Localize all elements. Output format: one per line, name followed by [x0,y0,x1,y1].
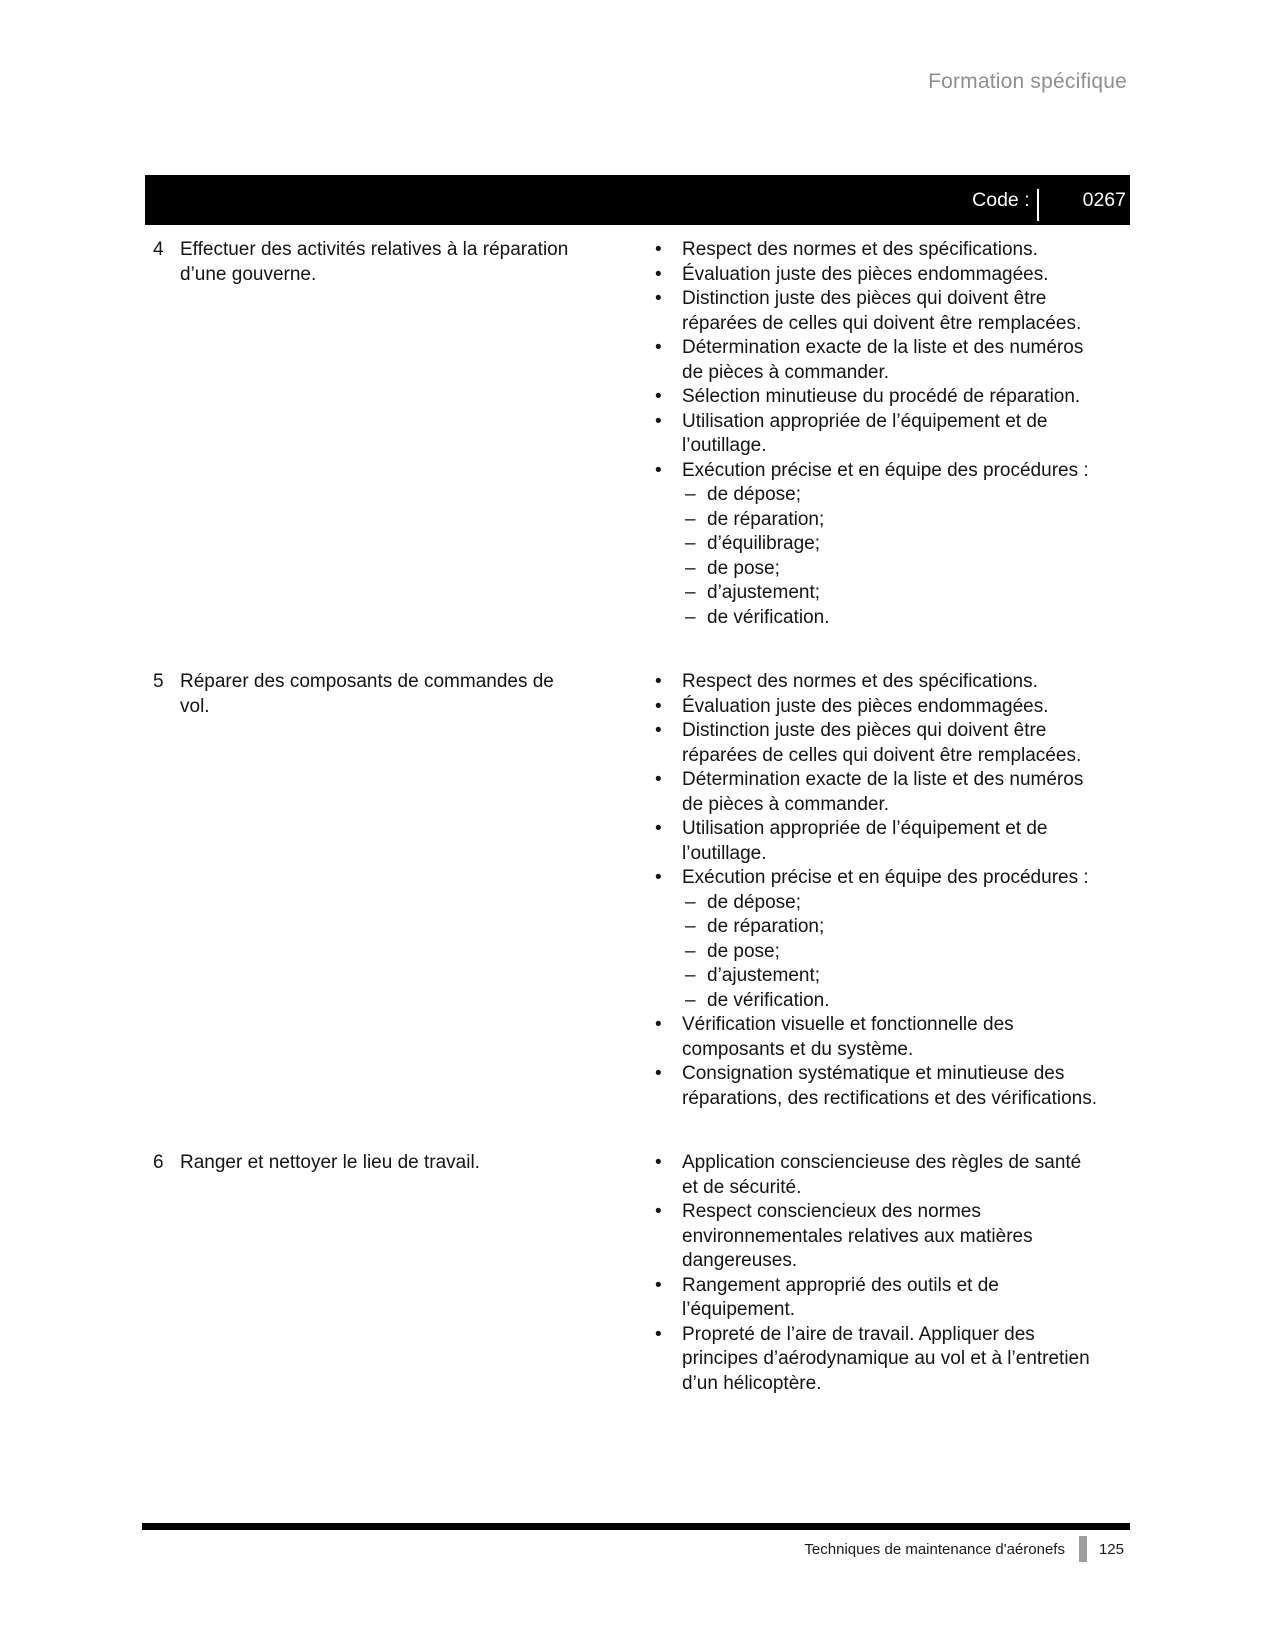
criterion-text: Application consciencieuse des règles de santé et de sécurité. [682,1152,1082,1198]
criteria-list [655,670,1102,1111]
code-label: Code : [972,188,1030,211]
criterion-text: Vérification visuelle et fonctionnelle des composants et du système. [682,1014,1014,1060]
criterion-item [655,1062,1102,1111]
objective-title: Effectuer des activités relatives à la réparation d’une gouverne. [180,239,569,285]
dash-icon: – [685,508,696,530]
criterion-text: Respect des normes et des spécifications. [682,239,1038,260]
criterion-text: Distinction juste des pièces qui doivent être réparées de celles qui doivent être remplacées. [682,720,1082,766]
criterion-item [655,866,1102,891]
criterion-text: Utilisation appropriée de l’équipement et de l’outillage. [682,818,1048,864]
criterion-text: Sélection minutieuse du procédé de réparation. [682,386,1081,407]
objective-title: Réparer des composants de commandes de vol. [180,671,554,717]
objective-number: 5 [153,671,164,692]
sub-criterion-text: d’ajustement; [707,965,821,986]
objective-row [145,1151,1130,1396]
sub-criterion-item [685,557,1102,582]
code-bar [145,175,1130,225]
page-footer [142,1523,1130,1562]
criterion-text: Consignation systématique et minutieuse des réparations, des rectifications et des vérifications. [682,1063,1098,1109]
bullet-icon: • [655,1152,662,1173]
sub-criterion-item [685,940,1102,965]
bullet-icon: • [655,769,662,790]
bullet-icon: • [655,1323,662,1345]
objective-title: Ranger et nettoyer le lieu de travail. [180,1152,480,1173]
objective-number: 4 [153,239,164,260]
sub-criterion-item [685,581,1102,606]
objective-left-column [145,670,655,1111]
criterion-item [655,1013,1102,1062]
running-header: Formation spécifique [928,70,1127,93]
sub-criterion-text: de vérification. [707,606,830,628]
criterion-item [655,263,1102,288]
sub-criterion-text: d’équilibrage; [707,533,821,554]
criterion-item [655,817,1102,866]
criterion-item [655,768,1102,817]
criterion-item [655,695,1102,720]
bullet-icon: • [655,1201,662,1222]
sub-criterion-text: de dépose; [707,484,802,505]
objective-row [145,238,1130,630]
criterion-text: Distinction juste des pièces qui doivent être réparées de celles qui doivent être remplacées. [682,288,1082,334]
criterion-item [655,1200,1102,1274]
bullet-icon: • [655,386,662,407]
criterion-item [655,1151,1102,1200]
bullet-icon: • [655,337,662,358]
criterion-text: Évaluation juste des pièces endommagées. [682,263,1049,285]
criterion-item [655,1323,1102,1397]
bullet-icon: • [655,720,662,741]
criterion-item [655,238,1102,263]
footer-title: Techniques de maintenance d'aéronefs [804,1540,1065,1558]
page-number: 125 [1098,1540,1124,1558]
dash-icon: – [685,582,696,603]
objective-left-column [145,238,655,630]
sub-criterion-item [685,964,1102,989]
code-divider [1037,189,1039,221]
dash-icon: – [685,965,696,986]
bullet-icon: • [655,239,662,260]
sub-criterion-text: de pose; [707,557,780,579]
bullet-icon: • [655,459,662,481]
criterion-text: Évaluation juste des pièces endommagées. [682,695,1049,717]
dash-icon: – [685,606,696,628]
bullet-icon: • [655,410,662,432]
criterion-text: Propreté de l’aire de travail. Appliquer des principes d’aérodynamique au vol et à l’entretien d’un hélicoptère. [682,1323,1090,1394]
criterion-item [655,336,1102,385]
dash-icon: – [685,891,696,913]
criterion-text: Rangement approprié des outils et de l’équipement. [682,1274,999,1320]
criterion-text: Respect des normes et des spécifications. [682,671,1038,692]
bullet-icon: • [655,263,662,285]
bullet-icon: • [655,288,662,309]
sub-criterion-text: d’ajustement; [707,582,821,603]
criterion-item [655,459,1102,484]
sub-criterion-item [685,891,1102,916]
sub-criterion-text: de pose; [707,940,780,962]
sub-criterion-item [685,508,1102,533]
criterion-text: Exécution précise et en équipe des procédures : [682,459,1089,481]
objective-left-column [145,1151,655,1396]
criterion-item [655,410,1102,459]
criterion-text: Détermination exacte de la liste et des numéros de pièces à commander. [682,769,1084,815]
criterion-item [655,1274,1102,1323]
sub-criterion-item [685,532,1102,557]
bullet-icon: • [655,671,662,692]
sub-criterion-text: de réparation; [707,508,825,530]
dash-icon: – [685,916,696,937]
code-value: 0267 [1082,188,1126,211]
bullet-icon: • [655,867,662,888]
dash-icon: – [685,533,696,554]
bullet-icon: • [655,695,662,717]
criterion-item [655,287,1102,336]
sub-criterion-text: de réparation; [707,916,825,937]
dash-icon: – [685,557,696,579]
bullet-icon: • [655,1274,662,1296]
criteria-list [655,1151,1102,1396]
sub-criterion-item [685,989,1102,1014]
objective-row [145,670,1130,1111]
sub-criterion-text: de vérification. [707,989,830,1011]
criterion-text: Respect consciencieux des normes environnementales relatives aux matières dangereuses. [682,1201,1033,1271]
objectives-list [145,238,1130,1436]
sub-criterion-text: de dépose; [707,891,802,913]
dash-icon: – [685,940,696,962]
bullet-icon: • [655,818,662,839]
sub-criterion-item [685,915,1102,940]
criterion-item [655,719,1102,768]
footer-separator [1079,1536,1087,1562]
bullet-icon: • [655,1063,662,1084]
footer-rule [142,1523,1130,1530]
dash-icon: – [685,989,696,1011]
criterion-item [655,670,1102,695]
dash-icon: – [685,484,696,505]
bullet-icon: • [655,1014,662,1035]
criterion-text: Utilisation appropriée de l’équipement et de l’outillage. [682,410,1048,456]
criteria-list [655,238,1102,630]
footer-row [142,1536,1130,1562]
sub-criterion-item [685,606,1102,631]
criterion-item [655,385,1102,410]
objective-number: 6 [153,1152,164,1173]
criterion-text: Détermination exacte de la liste et des numéros de pièces à commander. [682,337,1084,383]
sub-criterion-item [685,483,1102,508]
criterion-text: Exécution précise et en équipe des procédures : [682,867,1089,888]
